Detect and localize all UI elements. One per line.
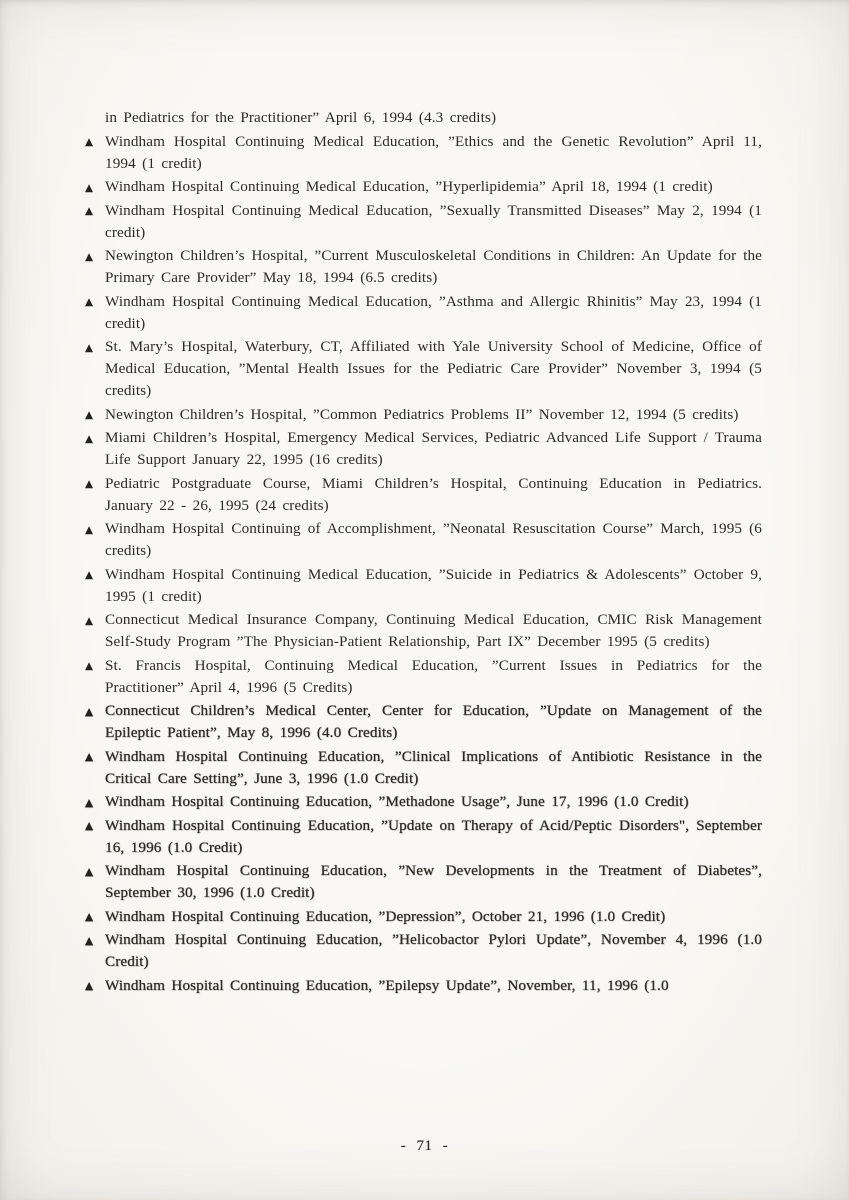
entry-text: Newington Children’s Hospital, ”Current Musculoskeletal Conditions in Children: An Update for the Primary Care Provider” May 18, 1994 (6.5 credits): [105, 247, 762, 286]
entry-text: Windham Hospital Continuing Medical Education, ”Suicide in Pediatrics & Adolescents” October 9, 1995 (1 credit): [105, 565, 762, 605]
triangle-bullet-icon: ▲: [85, 250, 94, 263]
triangle-bullet-icon: ▲: [85, 934, 94, 947]
triangle-bullet-icon: ▲: [85, 409, 94, 421]
entry-text: Newington Children’s Hospital, ”Common Pediatrics Problems II” November 12, 1994 (5 credits): [105, 405, 739, 423]
triangle-bullet-icon: ▲: [85, 820, 94, 832]
entry-text: St. Francis Hospital, Continuing Medical Education, ”Current Issues in Pediatrics for the Practitioner” April 4, 1996 (5 Credits): [105, 656, 762, 696]
cme-entry-list: [85, 107, 762, 998]
entry-text: Windham Hospital Continuing Medical Education, ”Sexually Transmitted Diseases” May 2, 1994 (1 credit): [105, 201, 762, 241]
page-number: - 71 -: [400, 1138, 449, 1154]
entry-text: Connecticut Children’s Medical Center, Center for Education, ”Update on Management of the Epileptic Patient”, May 8, 1996 (4.0 Credits): [105, 702, 762, 741]
triangle-bullet-icon: ▲: [85, 705, 94, 718]
list-item: [85, 860, 762, 904]
entry-text: St. Mary’s Hospital, Waterbury, CT, Affiliated with Yale University School of Medicine, Office of Medical Education, ”Mental Health Issues for the Pediatric Care Provider” November 3, 1994 (5 credits): [105, 338, 762, 399]
triangle-bullet-icon: ▲: [85, 660, 94, 672]
list-item: [85, 131, 762, 175]
list-item: [85, 291, 762, 335]
entry-text: Windham Hospital Continuing Education, ”Update on Therapy of Acid/Peptic Disorders", September 16, 1996 (1.0 Credit): [105, 816, 762, 856]
entry-text: Windham Hospital Continuing of Accomplishment, ”Neonatal Resuscitation Course” March, 1995 (6 credits): [105, 520, 762, 559]
entry-text: Windham Hospital Continuing Medical Education, ”Hyperlipidemia” April 18, 1994 (1 credit): [105, 178, 713, 195]
list-item: [85, 107, 762, 129]
list-item: [85, 929, 762, 973]
list-item: [85, 518, 762, 562]
list-item: [85, 176, 762, 198]
triangle-bullet-icon: ▲: [85, 796, 94, 809]
triangle-bullet-icon: ▲: [85, 614, 94, 627]
triangle-bullet-icon: ▲: [85, 569, 94, 581]
list-item: [85, 245, 762, 289]
list-item: [85, 200, 762, 244]
list-item: [85, 815, 762, 859]
triangle-bullet-icon: ▲: [85, 432, 94, 445]
triangle-bullet-icon: ▲: [85, 136, 94, 148]
list-item: [85, 336, 762, 402]
entry-text: Windham Hospital Continuing Education, ”Epilepsy Update”, November, 11, 1996 (1.0: [105, 976, 669, 994]
triangle-bullet-icon: ▲: [85, 181, 94, 194]
entry-text: Connecticut Medical Insurance Company, Continuing Medical Education, CMIC Risk Management Self-Study Program ”The Physician-Patient Relationship, Part IX” December 1995 (5 credits): [105, 611, 762, 650]
list-item: [85, 404, 762, 426]
triangle-bullet-icon: ▲: [85, 751, 94, 763]
list-item: [85, 564, 762, 608]
entry-text: Miami Children’s Hospital, Emergency Medical Services, Pediatric Advanced Life Support / Trauma Life Support January 22, 1995 (16 credits): [105, 429, 762, 468]
entry-text: Windham Hospital Continuing Education, ”Methadone Usage”, June 17, 1996 (1.0 Credit): [105, 793, 689, 810]
entry-text: Windham Hospital Continuing Education, ”Depression”, October 21, 1996 (1.0 Credit): [105, 907, 666, 925]
triangle-bullet-icon: ▲: [85, 341, 94, 354]
list-item: [85, 791, 762, 813]
entry-text: Windham Hospital Continuing Education, ”Clinical Implications of Antibiotic Resistance in the Critical Care Setting”, June 3, 1996 (1.0 Credit): [105, 747, 762, 787]
entry-text: Windham Hospital Continuing Education, ”New Developments in the Treatment of Diabetes”, September 30, 1996 (1.0 Credit): [105, 862, 762, 901]
entry-text: in Pediatrics for the Practitioner” April 6, 1994 (4.3 credits): [105, 109, 497, 126]
triangle-bullet-icon: ▲: [85, 478, 94, 490]
list-item: [85, 975, 762, 997]
entry-text: Windham Hospital Continuing Medical Education, ”Asthma and Allergic Rhinitis” May 23, 1994 (1 credit): [105, 292, 762, 332]
entry-text: Windham Hospital Continuing Education, ”Helicobactor Pylori Update”, November 4, 1996 (1.0 Credit): [105, 931, 762, 970]
triangle-bullet-icon: ▲: [85, 205, 94, 217]
entry-text: Pediatric Postgraduate Course, Miami Children’s Hospital, Continuing Education in Pediatrics. January 22 - 26, 1995 (24 credits): [105, 474, 762, 514]
list-item: [85, 427, 762, 471]
triangle-bullet-icon: ▲: [85, 980, 94, 992]
list-item: [85, 700, 762, 744]
list-item: [85, 906, 762, 928]
triangle-bullet-icon: ▲: [85, 523, 94, 536]
list-item: [85, 609, 762, 653]
triangle-bullet-icon: ▲: [85, 911, 94, 923]
list-item: [85, 746, 762, 790]
list-item: [85, 655, 762, 699]
list-item: [85, 473, 762, 517]
triangle-bullet-icon: ▲: [85, 296, 94, 308]
entry-text: Windham Hospital Continuing Medical Education, ”Ethics and the Genetic Revolution” April 11, 1994 (1 credit): [105, 132, 762, 172]
triangle-bullet-icon: ▲: [85, 865, 94, 878]
